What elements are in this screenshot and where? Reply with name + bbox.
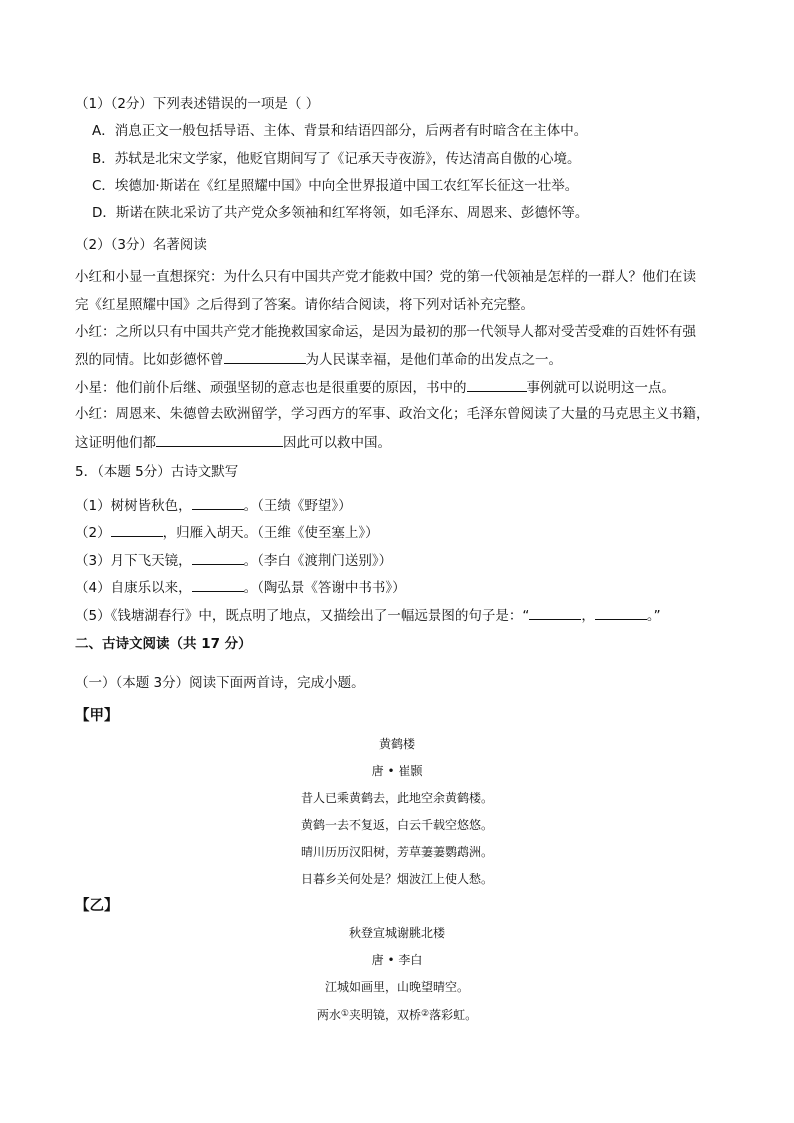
q5-header: 5．（本题 5分）古诗文默写	[75, 464, 239, 480]
answer-blank-q5-3[interactable]	[192, 550, 244, 565]
answer-blank-q5-1[interactable]	[192, 495, 244, 510]
q4-2-intro-line1: 小红和小显一直想探究：为什么只有中国共产党才能救中国？党的第一代领袖是怎样的一群人？他们在读	[75, 269, 696, 285]
poem-jia-line-4: 日暮乡关何处是？烟波江上使人愁。	[300, 872, 493, 886]
answer-blank-proof[interactable]	[156, 432, 283, 447]
q5-item-3	[75, 550, 392, 571]
q5-item-3-b: 。（李白《渡荆门送别》）	[243, 553, 393, 569]
poem-jia-marker: 【甲】	[75, 708, 119, 724]
q5-item-1-a: （1）树树皆秋色，	[75, 498, 192, 514]
xiaohong-line2	[75, 349, 562, 370]
xiaoxing-a: 小星：他们前仆后继、顽强坚韧的意志也是很重要的原因，书中的	[75, 380, 467, 396]
q5-item-1	[75, 495, 352, 516]
poem-jia-author: 唐 • 崔颢	[371, 764, 423, 778]
poem-yi-line-1: 江城如画里，山晚望晴空。	[324, 980, 469, 994]
poem-jia-title: 黄鹤楼	[378, 737, 415, 751]
footnote-marker-1: ①	[340, 1009, 349, 1019]
poem-yi-line-2-b: 夹明镜，双桥	[348, 1008, 421, 1022]
poem-yi-marker: 【乙】	[75, 898, 119, 914]
answer-blank-peng[interactable]	[224, 349, 306, 364]
q5-item-1-b: 。（王绩《野望》）	[243, 498, 352, 514]
q4-1-option-b: B．苏轼是北宋文学家，他贬官期间写了《记承天寺夜游》，传达清高自傲的心境。	[92, 151, 581, 167]
xiaohong2-line1: 小红：周恩来、朱德曾去欧洲留学，学习西方的军事、政治文化；毛泽东曾阅读了大量的马克思主义书籍，	[75, 406, 710, 422]
poem-yi-line-2-a: 两水	[316, 1008, 341, 1022]
xiaohong-line1: 小红：之所以只有中国共产党才能挽救国家命运，是因为最初的那一代领导人都对受苦受难的百姓怀有强	[75, 324, 696, 340]
section2-sub: （一）（本题 3分）阅读下面两首诗，完成小题。	[75, 675, 365, 691]
xiaohong2-line2	[75, 432, 391, 453]
answer-blank-q5-5b[interactable]	[595, 605, 647, 620]
q4-1-option-c: C．埃德加·斯诺在《红星照耀中国》中向全世界报道中国工农红军长征这一壮举。	[92, 178, 579, 194]
poem-yi-line-2-c: 落彩虹。	[429, 1008, 478, 1022]
q4-2-intro-line2: 完《红星照耀中国》之后得到了答案。请你结合阅读，将下列对话补充完整。	[75, 297, 534, 313]
answer-blank-q5-5a[interactable]	[529, 605, 581, 620]
poem-jia-line-1: 昔人已乘黄鹤去，此地空余黄鹤楼。	[300, 791, 493, 805]
poem-yi-title: 秋登宣城谢脁北楼	[348, 926, 445, 940]
xiaohong2-line2-b: 因此可以救中国。	[283, 435, 391, 451]
xiaoxing-b: 事例就可以说明这一点。	[526, 380, 675, 396]
xiaoxing-line	[75, 377, 675, 398]
q4-1-option-d: D．斯诺在陕北采访了共产党众多领袖和红军将领，如毛泽东、周恩来、彭德怀等。	[92, 205, 589, 221]
q4-2-stem: （2）（3分）名著阅读	[75, 237, 207, 253]
q4-1-option-a: A．消息正文一般包括导语、主体、背景和结语四部分，后两者有时暗含在主体中。	[92, 123, 588, 139]
section2-header: 二、古诗文阅读（共 17 分）	[75, 636, 252, 652]
xiaohong2-line2-a: 这证明他们都	[75, 435, 156, 451]
poem-yi-author: 唐 • 李白	[371, 953, 423, 967]
xiaohong-line2-a: 烈的同情。比如彭德怀曾	[75, 352, 224, 368]
q5-item-4-b: 。（陶弘景《答谢中书书》）	[243, 580, 406, 596]
q5-item-2-b: ，归雁入胡天。（王维《使至塞上》）	[162, 525, 379, 541]
q5-item-5	[75, 605, 661, 626]
xiaohong-line2-b: 为人民谋幸福，是他们革命的出发点之一。	[305, 352, 562, 368]
poem-jia-line-3: 晴川历历汉阳树，芳草萋萋鹦鹉洲。	[300, 845, 493, 859]
q5-item-4	[75, 577, 406, 598]
q5-item-5-a: （5）《钱塘湖春行》中，既点明了地点，又描绘出了一幅远景图的句子是：“	[75, 608, 530, 624]
answer-blank-q5-4[interactable]	[192, 577, 244, 592]
poem-yi-line-2	[0, 1005, 794, 1024]
q5-item-5-sep: ，	[581, 608, 595, 624]
q5-item-2	[75, 522, 379, 543]
q5-item-2-a: （2）	[75, 525, 111, 541]
footnote-marker-2: ②	[421, 1009, 430, 1019]
q5-item-4-a: （4）自康乐以来，	[75, 580, 192, 596]
q5-item-5-end: 。”	[646, 608, 661, 624]
answer-blank-example[interactable]	[467, 377, 527, 392]
q4-1-stem: （1）（2分）下列表述错误的一项是（ ）	[75, 96, 320, 112]
answer-blank-q5-2[interactable]	[111, 522, 163, 537]
q5-item-3-a: （3）月下飞天镜，	[75, 553, 192, 569]
poem-jia-line-2: 黄鹤一去不复返，白云千载空悠悠。	[300, 818, 493, 832]
